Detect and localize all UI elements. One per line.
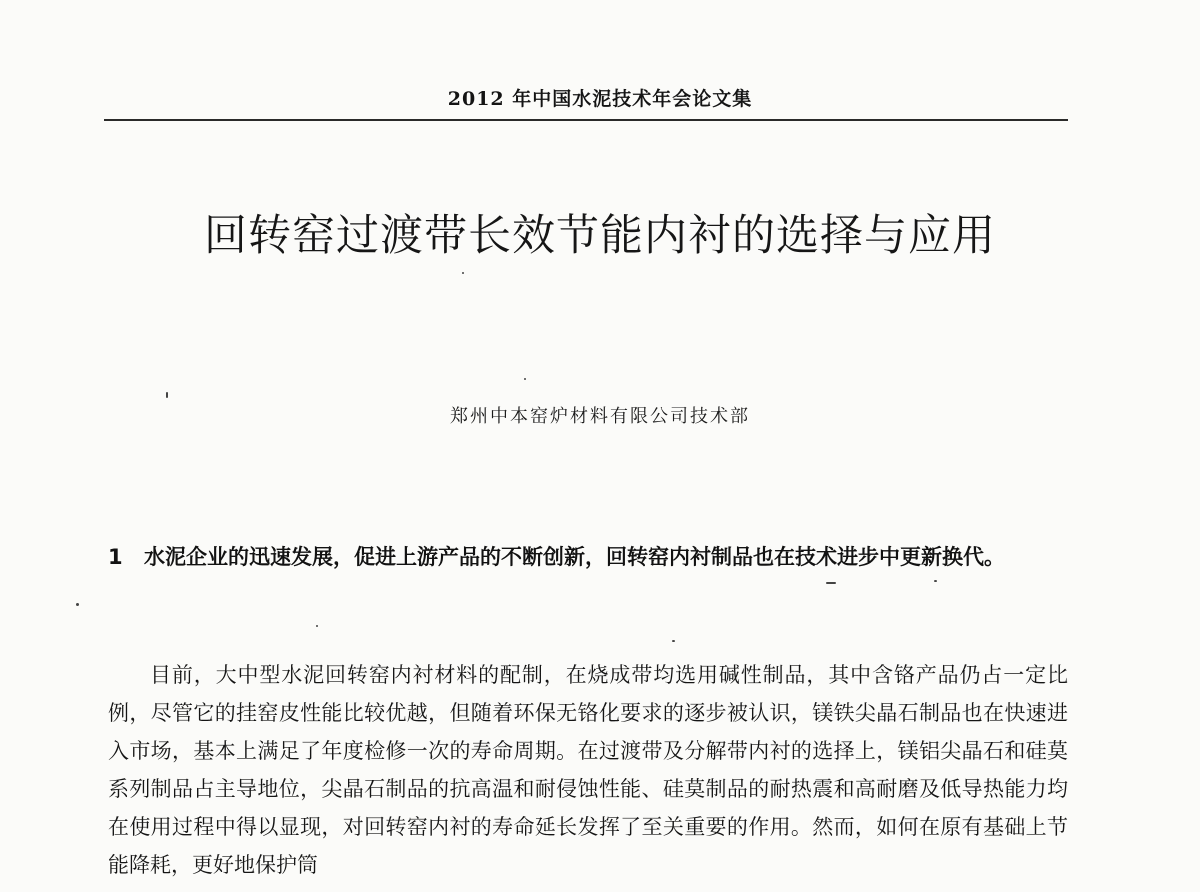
scan-speck xyxy=(672,640,675,642)
scan-speck xyxy=(934,580,937,582)
body-paragraph: 目前，大中型水泥回转窑内衬材料的配制，在烧成带均选用碱性制品，其中含铬产品仍占一定比例，尽管它的挂窑皮性能比较优越，但随着环保无铬化要求的逐步被认识，镁铁尖晶石制品也在快速进入市场，基本上满足了年度检修一次的寿命周期。在过渡带及分解带内衬的选择上，镁铝尖晶石和硅莫系列制品占主导地位，尖晶石制品的抗高温和耐侵蚀性能、硅莫制品的耐热震和高耐磨及低导热能力均在使用过程中得以显现，对回转窑内衬的寿命延长发挥了至关重要的作用。然而，如何在原有基础上节能降耗，更好地保护筒 xyxy=(108,663,1068,877)
scan-speck xyxy=(524,378,526,380)
author-affiliation: 郑州中本窑炉材料有限公司技术部 xyxy=(450,406,750,427)
section-number: 1 xyxy=(108,545,123,569)
scan-speck xyxy=(462,272,464,274)
section-heading xyxy=(108,536,1068,578)
scan-speck xyxy=(166,392,168,398)
running-header: 2012 年中国水泥技术年会论文集 xyxy=(447,88,753,110)
paper-title: 回转窑过渡带长效节能内衬的选择与应用 xyxy=(204,211,996,261)
header-rule xyxy=(104,119,1068,121)
scan-speck xyxy=(316,625,318,627)
scan-speck xyxy=(76,603,79,606)
scan-speck xyxy=(826,582,836,584)
section-heading-text: 水泥企业的迅速发展，促进上游产品的不断创新，回转窑内衬制品也在技术进步中更新换代。 xyxy=(144,545,1005,569)
